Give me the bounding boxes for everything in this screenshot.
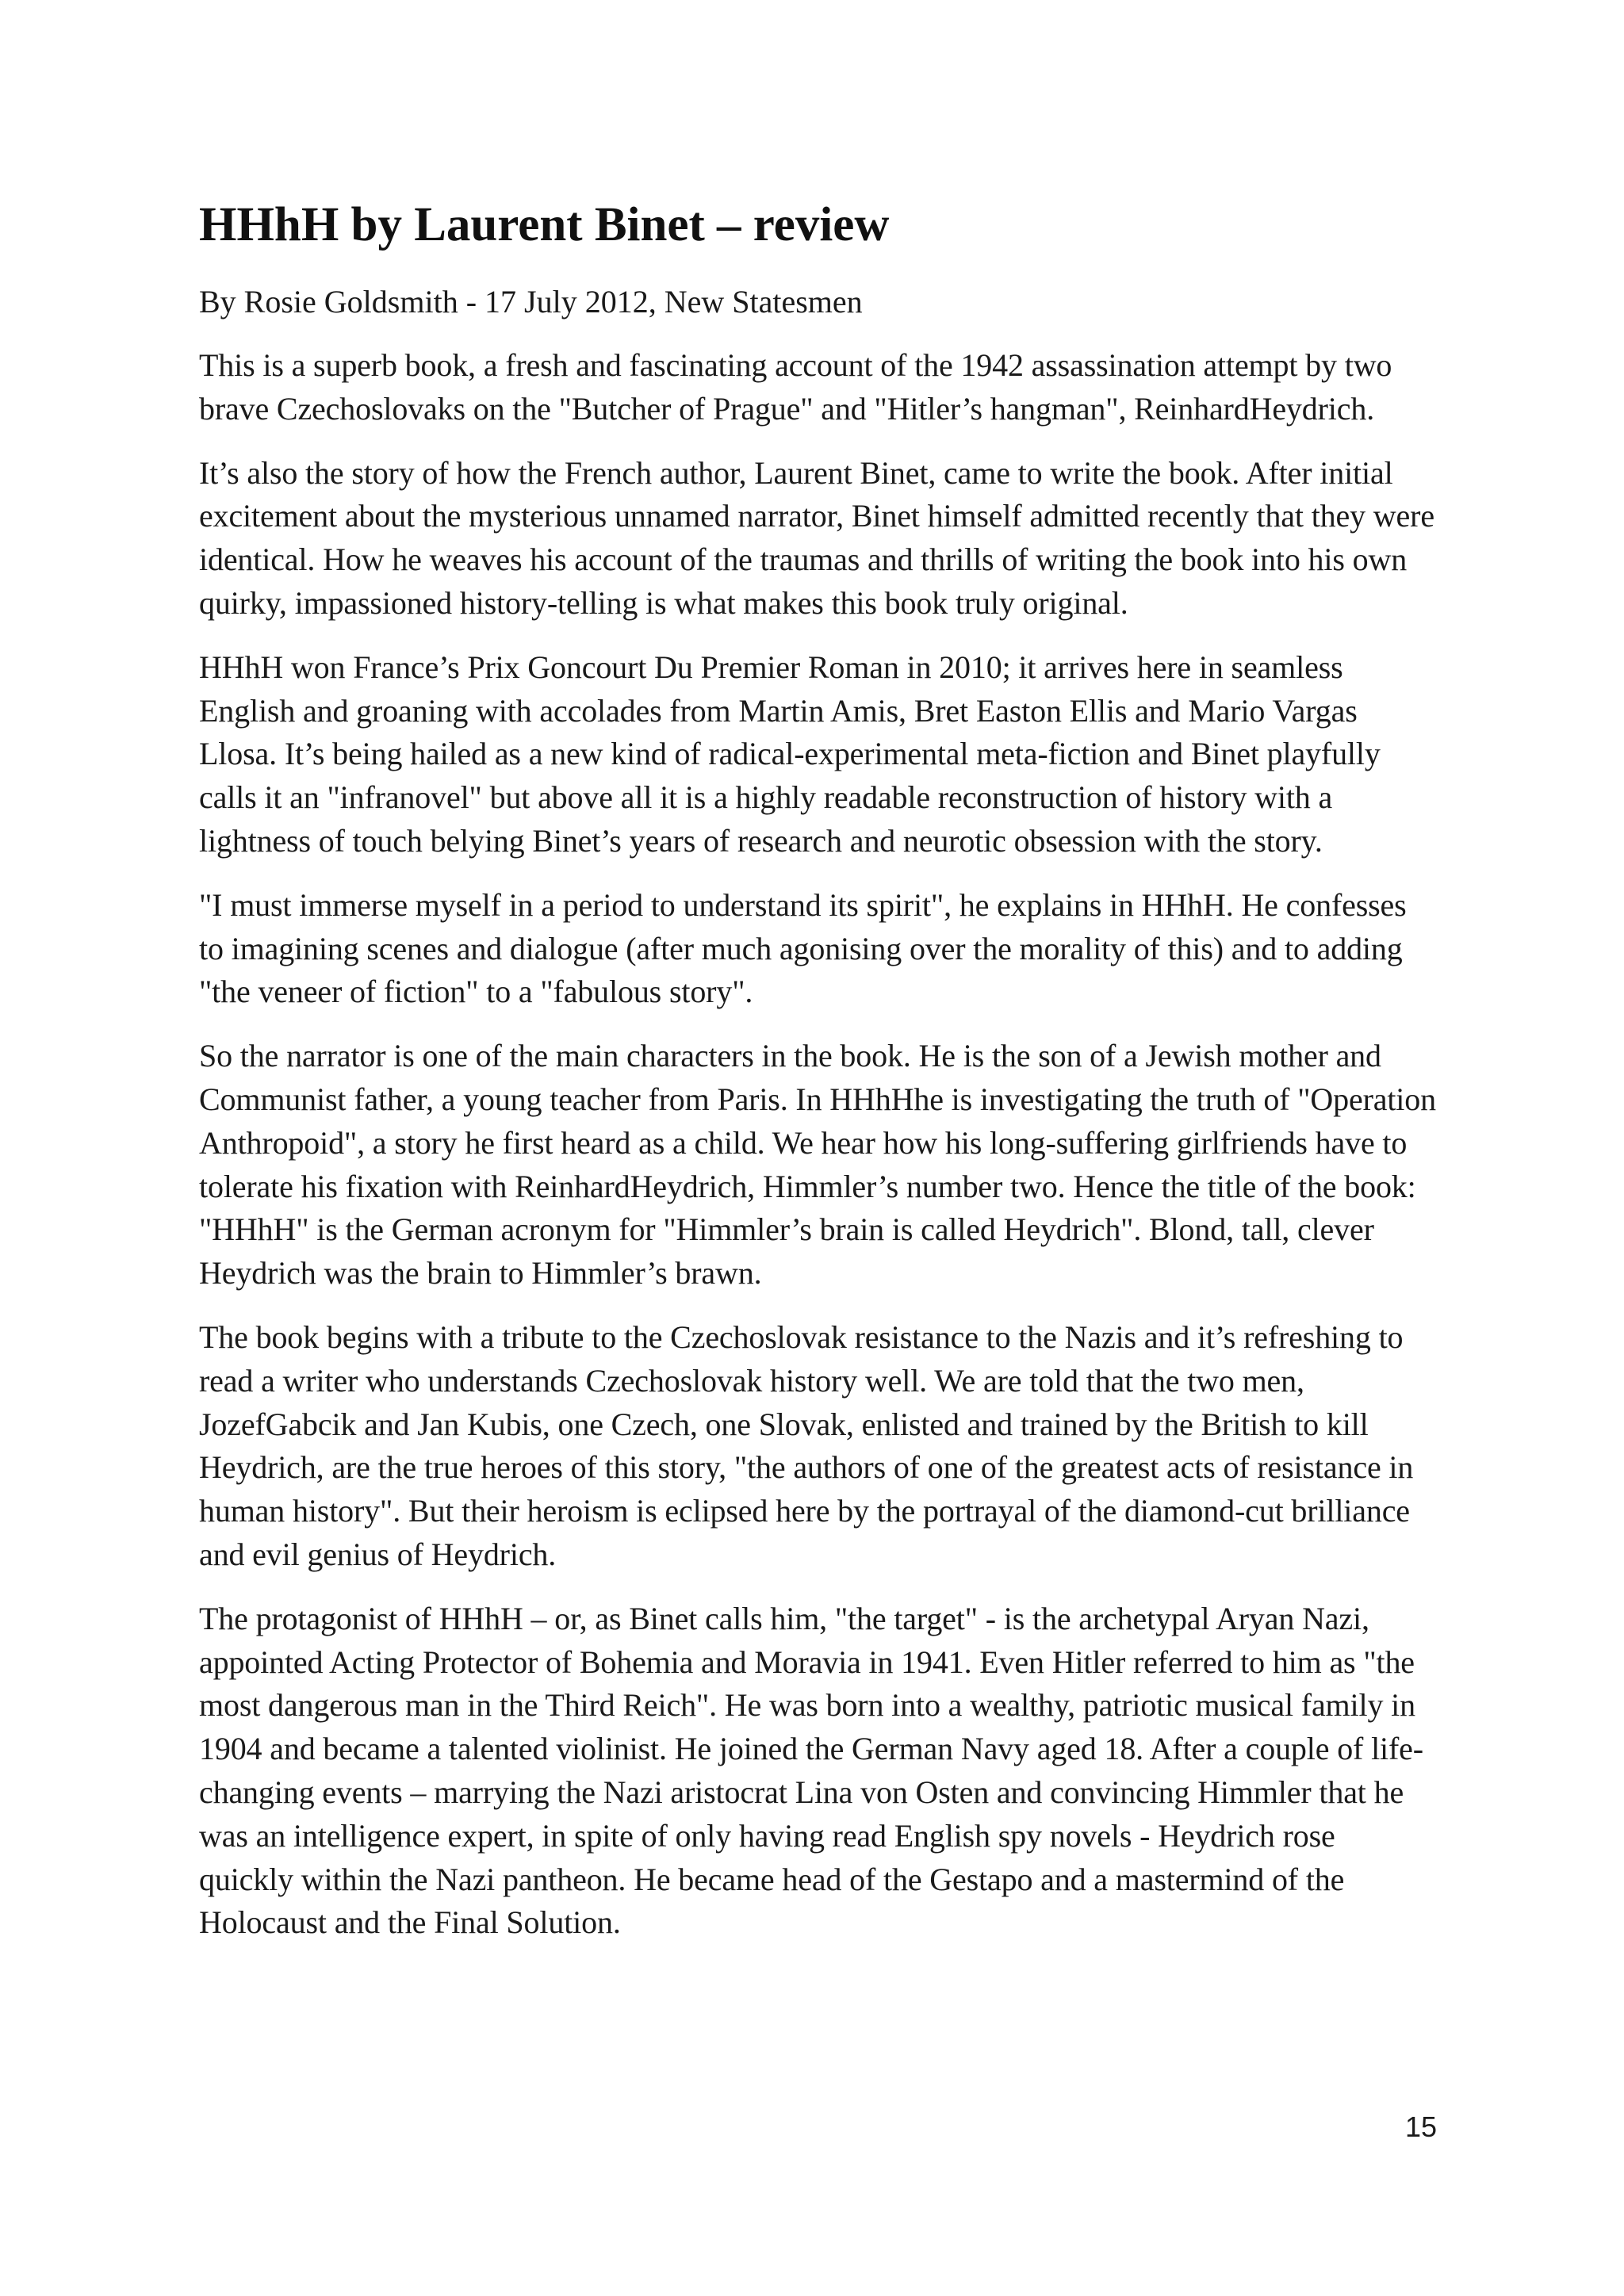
paragraph-6: The book begins with a tribute to the Czechoslovak resistance to the Nazis and it’s refreshing to read a writer who understands Czechoslovak history well. We are told that the two men, JozefGabcik and Jan Kubis, one Czech, one Slovak, enlisted and trained by the British to kill Heydrich, are the true heroes of this story, "the authors of one of the greatest acts of resistance in human history". But their heroism is eclipsed here by the portrayal of the diamond-cut brilliance and evil genius of Heydrich.	[199, 1318, 1414, 1572]
paragraph-4: "I must immerse myself in a period to understand its spirit", he explains in HHhH. He confesses to imagining scenes and dialogue (after much agonising over the morality of this) and to adding "the veneer of fiction" to a "fabulous story".	[199, 886, 1407, 1010]
paragraph-5: So the narrator is one of the main characters in the book. He is the son of a Jewish mother and Communist father, a young teacher from Paris. In HHhHhe is investigating the truth of "Operation Anthropoid", a story he first heard as a child. We hear how his long-suffering girlfriends have to tolerate his fixation with ReinhardHeydrich, Himmler’s number two. Hence the title of the book: "HHhH" is the German acronym for "Himmler’s brain is called Heydrich". Blond, tall, clever Heydrich was the brain to Himmler’s brawn.	[199, 1038, 1436, 1292]
article-byline: By Rosie Goldsmith - 17 July 2012, New Statesmen	[199, 284, 863, 320]
page-number: 15	[1404, 2110, 1437, 2143]
paragraph-1: This is a superb book, a fresh and fascinating account of the 1942 assassination attempt by two brave Czechoslovaks on the "Butcher of Prague" and "Hitler’s hangman", ReinhardHeydrich.	[199, 347, 1392, 427]
paragraph-2: It’s also the story of how the French author, Laurent Binet, came to write the book. After initial excitement about the mysterious unnamed narrator, Binet himself admitted recently that they were identical. How he weaves his account of the traumas and thrills of writing the book into his own quirky, impassioned history-telling is what makes this book truly original.	[199, 454, 1434, 621]
paragraph-7: The protagonist of HHhH – or, as Binet calls him, "the target" - is the archetypal Aryan Nazi, appointed Acting Protector of Bohemia and Moravia in 1941. Even Hitler referred to him as "the most dangerous man in the Third Reich". He was born into a wealthy, patriotic musical family in 1904 and became a talented violinist. He joined the German Navy aged 18. After a couple of life-changing events – marrying the Nazi aristocrat Lina von Osten and convincing Himmler that he was an intelligence expert, in spite of only having read English spy novels - Heydrich rose quickly within the Nazi pantheon. He became head of the Gestapo and a mastermind of the Holocaust and the Final Solution.	[199, 1600, 1423, 1941]
paragraph-3: HHhH won France’s Prix Goncourt Du Premier Roman in 2010; it arrives here in seamless English and groaning with accolades from Martin Amis, Bret Easton Ellis and Mario Vargas Llosa. It’s being hailed as a new kind of radical-experimental meta-fiction and Binet playfully calls it an "infranovel" but above all it is a highly readable reconstruction of history with a lightness of touch belying Binet’s years of research and neurotic obsession with the story.	[199, 649, 1381, 859]
article-body	[199, 197, 1436, 1945]
article-title: HHhH by Laurent Binet – review	[199, 198, 890, 251]
